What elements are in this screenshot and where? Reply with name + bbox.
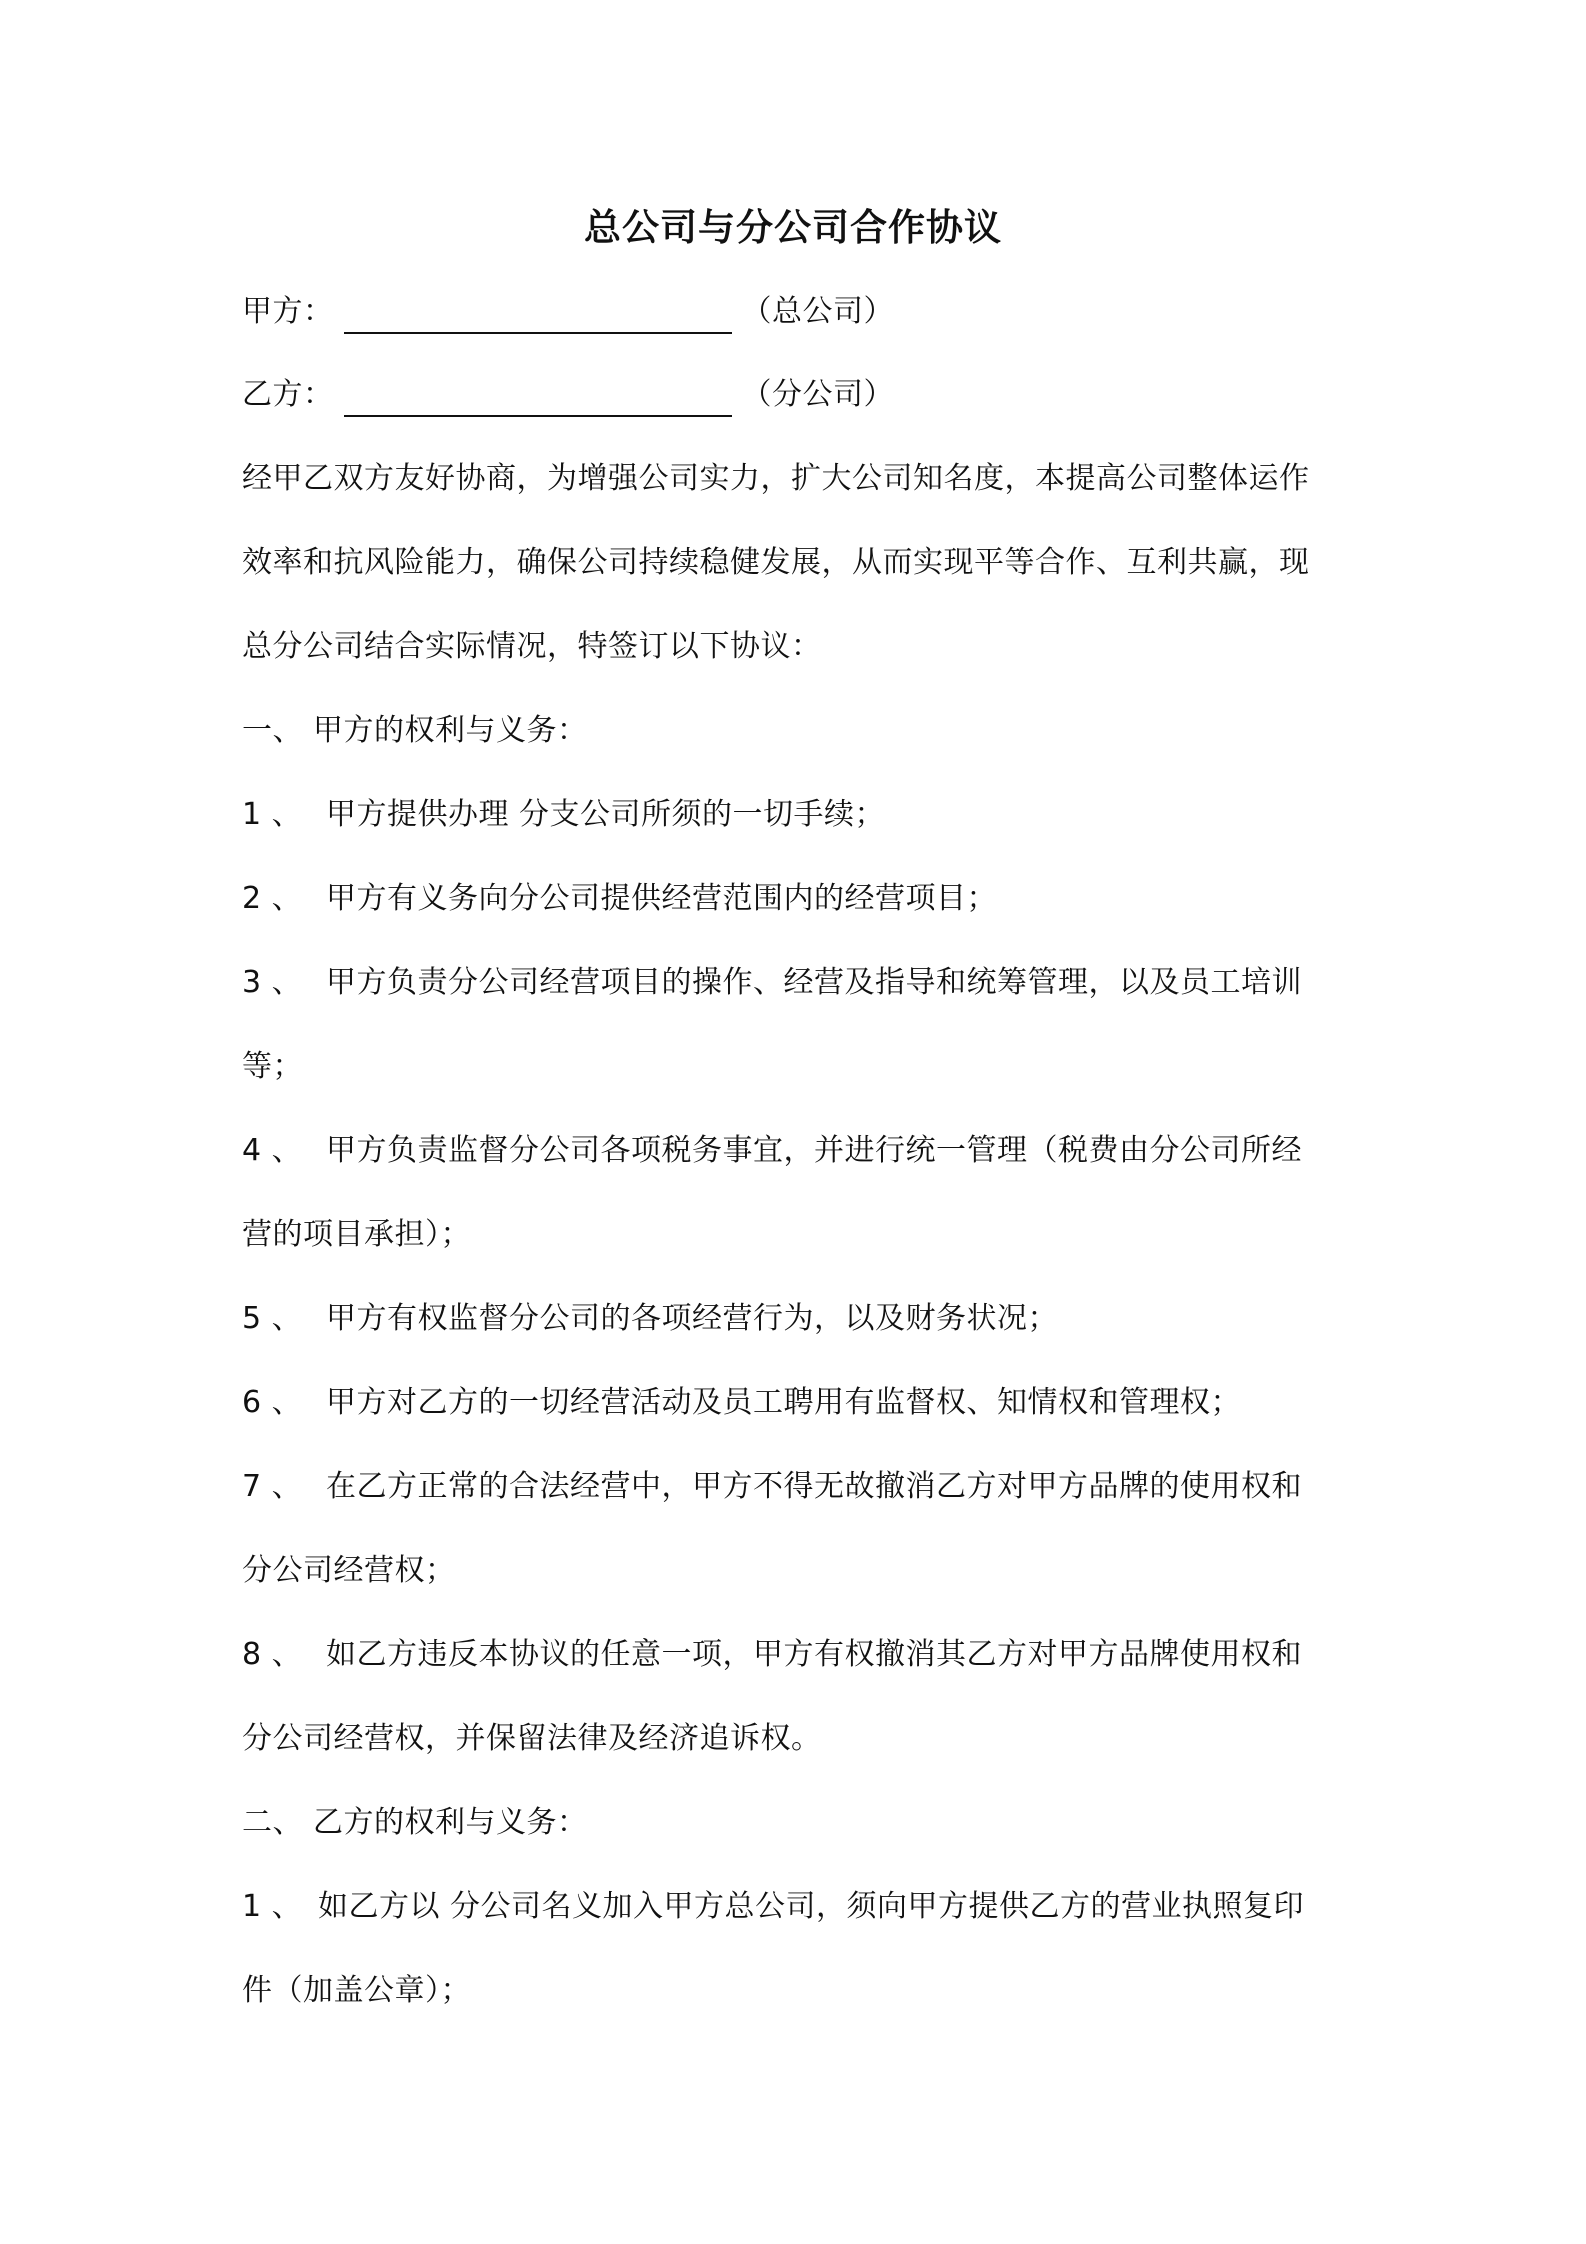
party-b-blank: [344, 379, 732, 417]
clause-number: 1 、: [242, 1889, 303, 1924]
party-a-blank: [344, 296, 732, 334]
party-b-line: [242, 373, 1362, 417]
clause-text: 如乙方违反本协议的任意一项，甲方有权撤消其乙方对甲方品牌使用权和: [326, 1637, 1302, 1672]
clause-number: 5 、: [242, 1301, 303, 1336]
clause-2-1-continued: 件（加盖公章）；: [242, 1973, 471, 2008]
clause-text: 在乙方正常的合法经营中，甲方不得无故撤消乙方对甲方品牌的使用权和: [326, 1469, 1302, 1504]
clause-number: 8 、: [242, 1637, 303, 1672]
clause-1-8: [242, 1633, 1362, 1677]
party-b-suffix: （分公司）: [741, 377, 894, 412]
party-b-label: 乙方：: [242, 377, 334, 412]
clause-1-2: [242, 877, 1362, 921]
clause-1-7: [242, 1465, 1362, 1509]
clause-number: 2 、: [242, 881, 303, 916]
clause-text: 甲方负责分公司经营项目的操作、经营及指导和统筹管理，以及员工培训: [326, 965, 1302, 1000]
clause-text: 甲方有义务向分公司提供经营范围内的经营项目；: [326, 881, 997, 916]
section-1-heading: 一、 甲方的权利与义务：: [242, 713, 588, 748]
clause-1-3-continued: 等；: [242, 1049, 303, 1084]
clause-1-4-continued: 营的项目承担）；: [242, 1217, 471, 1252]
clause-1-6: [242, 1381, 1362, 1425]
party-a-line: [242, 290, 1362, 334]
clause-1-5: [242, 1297, 1362, 1341]
clause-number: 4 、: [242, 1133, 303, 1168]
clause-1-3: [242, 961, 1362, 1005]
clause-2-1: [242, 1885, 1362, 1929]
clause-1-7-continued: 分公司经营权；: [242, 1553, 456, 1588]
clause-1-1: [242, 793, 1362, 837]
preamble-line: 经甲乙双方友好协商，为增强公司实力，扩大公司知名度，本提高公司整体运作: [242, 461, 1310, 496]
clause-text: 如乙方以 分公司名义加入甲方总公司，须向甲方提供乙方的营业执照复印: [318, 1889, 1305, 1924]
clause-number: 1 、: [242, 797, 303, 832]
clause-text: 甲方对乙方的一切经营活动及员工聘用有监督权、知情权和管理权；: [326, 1385, 1241, 1420]
clause-number: 3 、: [242, 965, 303, 1000]
clause-1-8-continued: 分公司经营权，并保留法律及经济追诉权。: [242, 1721, 822, 1756]
clause-number: 6 、: [242, 1385, 303, 1420]
document-title: 总公司与分公司合作协议: [584, 206, 1002, 249]
clause-text: 甲方提供办理 分支公司所须的一切手续；: [326, 797, 886, 832]
section-2-heading: 二、 乙方的权利与义务：: [242, 1805, 588, 1840]
clause-number: 7 、: [242, 1469, 303, 1504]
clause-text: 甲方负责监督分公司各项税务事宜，并进行统一管理（税费由分公司所经: [326, 1133, 1302, 1168]
party-a-suffix: （总公司）: [741, 294, 894, 329]
preamble-line: 效率和抗风险能力，确保公司持续稳健发展，从而实现平等合作、互利共赢，现: [242, 545, 1310, 580]
clause-1-4: [242, 1129, 1362, 1173]
clause-text: 甲方有权监督分公司的各项经营行为，以及财务状况；: [326, 1301, 1058, 1336]
party-a-label: 甲方：: [242, 294, 334, 329]
preamble-line: 总分公司结合实际情况，特签订以下协议：: [242, 629, 822, 664]
